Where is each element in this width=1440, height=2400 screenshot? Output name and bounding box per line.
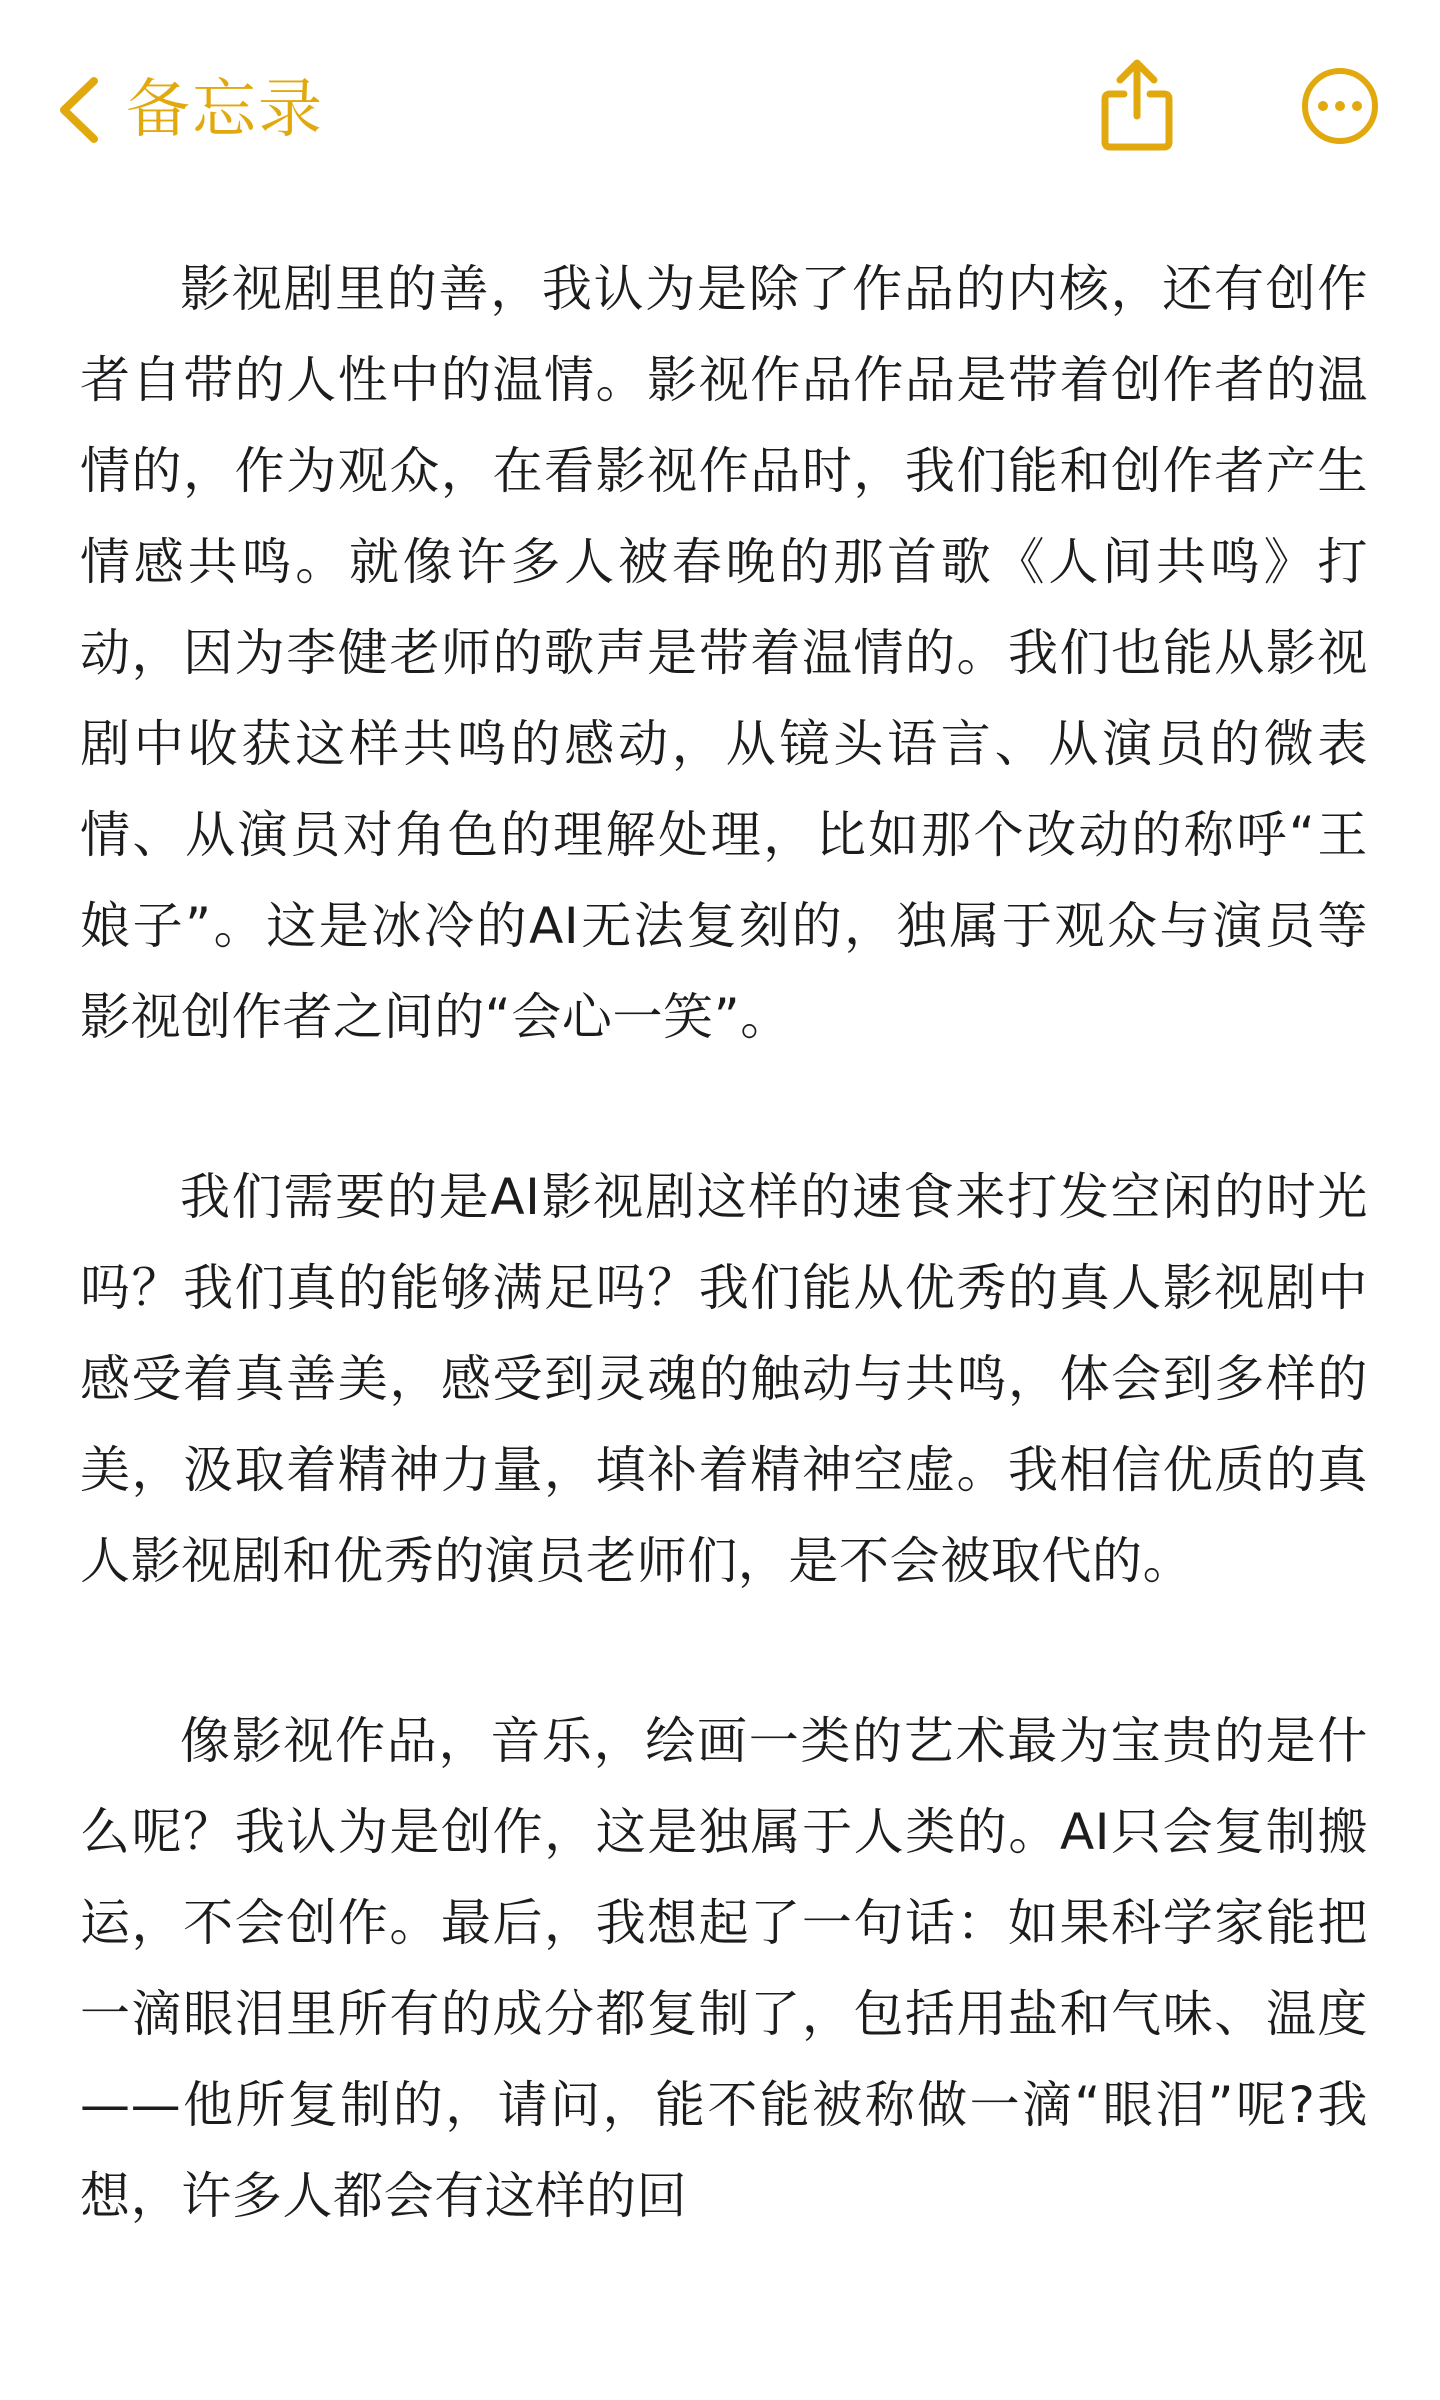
more-button[interactable] [1300,66,1380,146]
share-button[interactable] [1100,56,1174,152]
note-paragraph: 像影视作品，音乐，绘画一类的艺术最为宝贵的是什么呢？我认为是创作，这是独属于人类的。AI只会复制搬运，不会创作。最后，我想起了一句话：如果科学家能把一滴眼泪里所有的成分都复制了，包括用盐和气味、温度——他所复制的，请问，能不能被称做一滴“眼泪”呢?我想，许多人都会有这样的回 [80,1712,1368,2225]
back-label: 备忘录 [126,73,324,147]
more-icon [1300,66,1380,146]
navigation-bar [0,0,1440,200]
chevron-left-icon [56,75,100,145]
note-paragraph: 影视剧里的善，我认为是除了作品的内核，还有创作者自带的人性中的温情。影视作品作品是带着创作者的温情的，作为观众，在看影视作品时，我们能和创作者产生情感共鸣。就像许多人被春晚的那首歌《人间共鸣》打动，因为李健老师的歌声是带着温情的。我们也能从影视剧中收获这样共鸣的感动，从镜头语言、从演员的微表情、从演员对角色的理解处理，比如那个改动的称呼“王娘子”。这是冰冷的AI无法复刻的，独属于观众与演员等影视创作者之间的“会心一笑”。 [80,260,1368,1046]
back-button[interactable] [56,60,324,160]
note-body[interactable] [80,244,1368,2242]
note-paragraph: 我们需要的是AI影视剧这样的速食来打发空闲的时光吗？我们真的能够满足吗？我们能从优秀的真人影视剧中感受着真善美，感受到灵魂的触动与共鸣，体会到多样的美，汲取着精神力量，填补着精神空虚。我相信优质的真人影视剧和优秀的演员老师们，是不会被取代的。 [80,1168,1368,1590]
share-icon [1100,56,1174,152]
